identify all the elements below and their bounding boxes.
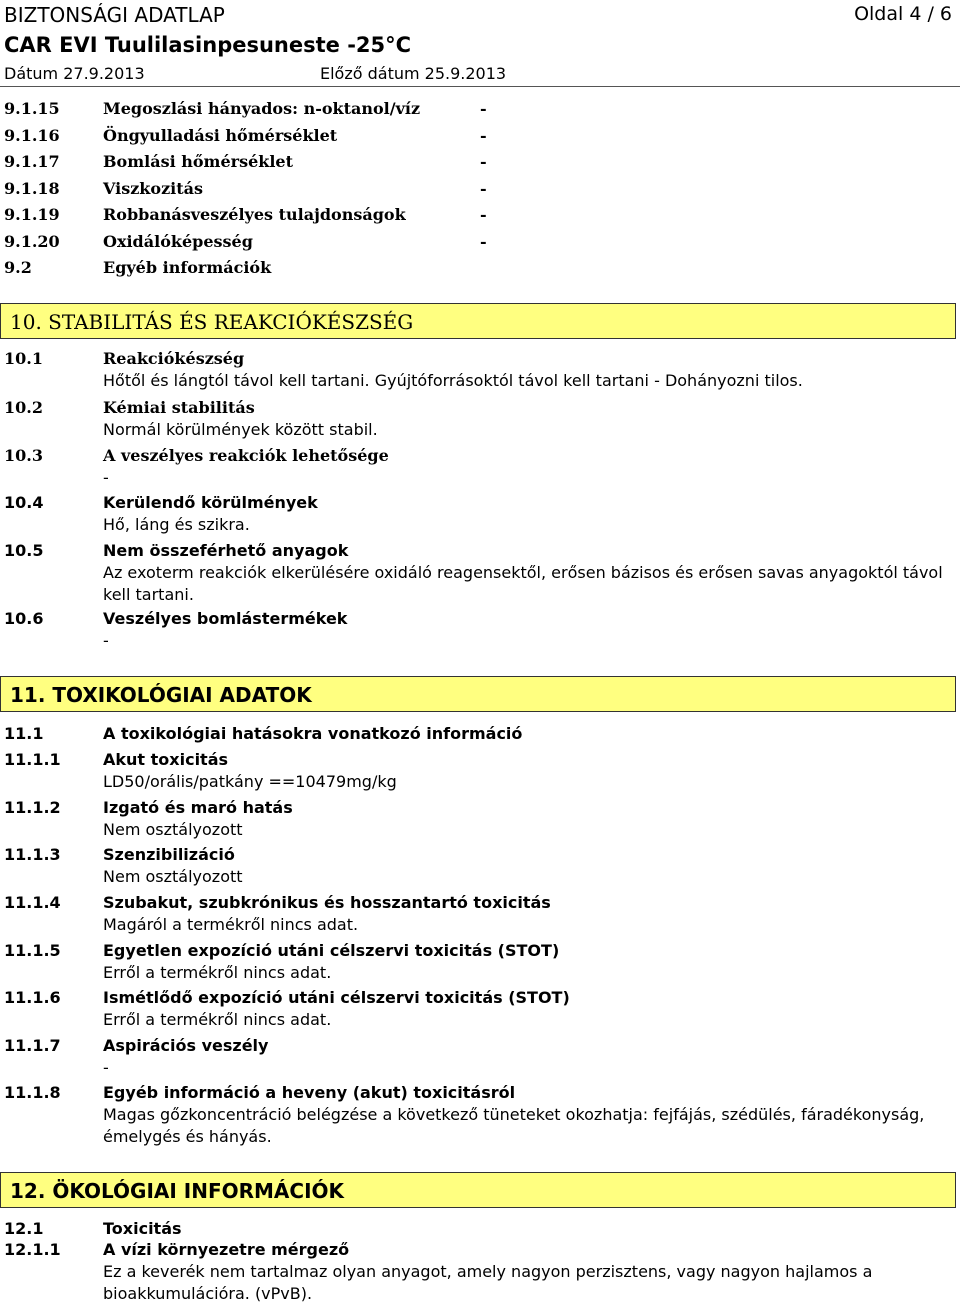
row-number: 9.1.15 [4,99,60,118]
subsection-heading [0,608,960,630]
row-value: - [480,99,487,118]
subsection-number: 10.5 [4,541,44,560]
section-title: 12. ÖKOLÓGIAI INFORMÁCIÓK [10,1179,345,1203]
subsection-heading [0,397,960,419]
subsection-number: 11.1.5 [4,941,61,960]
section-header-11 [0,676,956,712]
document-date: Dátum 27.9.2013 [4,64,145,83]
row-value: - [480,152,487,171]
subsection-label: Egyéb információ a heveny (akut) toxicitásról [103,1083,516,1102]
subsection-number: 10.3 [4,446,43,465]
row-number: 9.2 [4,258,32,277]
subsection-label: Kémiai stabilitás [103,398,255,417]
subsection-heading [0,1218,960,1240]
subsection-text: Normál körülmények között stabil. [103,420,378,439]
subsection-text: Nem osztályozott [103,867,243,886]
property-row [0,204,960,226]
subsection-heading [0,1035,960,1057]
subsection-heading [0,797,960,819]
row-label: Robbanásveszélyes tulajdonságok [103,205,406,224]
subsection-heading [0,723,960,745]
row-number: 9.1.16 [4,126,60,145]
subsection-label: Szenzibilizáció [103,845,235,864]
row-number: 9.1.17 [4,152,60,171]
header-divider [0,86,960,87]
subsection-label: Reakciókészség [103,349,245,368]
subsection-number: 10.6 [4,609,44,628]
row-number: 9.1.19 [4,205,60,224]
subsection-number: 11.1.4 [4,893,61,912]
subsection-label: Nem összeférhető anyagok [103,541,349,560]
subsection-number: 11.1.2 [4,798,61,817]
subsection-text: Hőtől és lángtól távol kell tartani. Gyújtóforrásoktól távol kell tartani - Dohányozni tilos. [103,371,803,390]
subsection-heading [0,844,960,866]
subsection-text: Nem osztályozott [103,820,243,839]
row-label: Viszkozitás [103,179,203,198]
property-row [0,257,960,279]
row-label: Bomlási hőmérséklet [103,152,293,171]
page-indicator: Oldal 4 / 6 [854,3,952,25]
subsection-label: Szubakut, szubkrónikus és hosszantartó toxicitás [103,893,551,912]
subsection-text: Ez a keverék nem tartalmaz olyan anyagot, amely nagyon perzisztens, vagy nagyon hajlamos a bioakkumulációra. (vPvB). [103,1262,873,1303]
property-row [0,178,960,200]
subsection-number: 12.1 [4,1219,44,1238]
subsection-text: - [103,468,109,487]
subsection-heading [0,1239,960,1261]
subsection-text: LD50/orális/patkány ==10479mg/kg [103,772,397,791]
subsection-heading [0,749,960,771]
subsection-label: A veszélyes reakciók lehetősége [103,446,389,465]
section-title: 11. TOXIKOLÓGIAI ADATOK [10,683,312,707]
row-number: 9.1.20 [4,232,60,251]
subsection-text: Erről a termékről nincs adat. [103,963,332,982]
section-title: 10. STABILITÁS ÉS REAKCIÓKÉSZSÉG [10,310,414,334]
product-name: CAR EVI Tuulilasinpesuneste -25°C [4,33,412,57]
subsection-text: - [103,631,109,650]
subsection-number: 11.1.7 [4,1036,61,1055]
subsection-heading [0,892,960,914]
row-value: - [480,126,487,145]
subsection-label: Ismétlődő expozíció utáni célszervi toxicitás (STOT) [103,988,570,1007]
subsection-number: 11.1.8 [4,1083,61,1102]
subsection-text: Magas gőzkoncentráció belégzése a következő tüneteket okozhatja: fejfájás, szédülés, fáradékonyság, émelygés és hányás. [103,1105,925,1146]
subsection-heading [0,940,960,962]
row-value: - [480,232,487,251]
subsection-number: 11.1.3 [4,845,61,864]
row-value: - [480,205,487,224]
property-row [0,98,960,120]
subsection-number: 10.1 [4,349,43,368]
subsection-label: A toxikológiai hatásokra vonatkozó információ [103,724,523,743]
subsection-label: Izgató és maró hatás [103,798,293,817]
subsection-label: Aspirációs veszély [103,1036,269,1055]
subsection-heading [0,987,960,1009]
subsection-heading [0,1082,960,1104]
subsection-number: 10.4 [4,493,44,512]
row-label: Öngyulladási hőmérséklet [103,126,338,145]
subsection-heading [0,445,960,467]
subsection-text: - [103,1058,109,1077]
property-row [0,125,960,147]
document-title: BIZTONSÁGI ADATLAP [4,3,225,27]
subsection-number: 11.1 [4,724,44,743]
subsection-label: Kerülendő körülmények [103,493,318,512]
subsection-text: Erről a termékről nincs adat. [103,1010,332,1029]
subsection-label: Egyetlen expozíció utáni célszervi toxicitás (STOT) [103,941,560,960]
subsection-number: 10.2 [4,398,43,417]
subsection-text: Magáról a termékről nincs adat. [103,915,359,934]
subsection-number: 11.1.6 [4,988,61,1007]
row-value: - [480,179,487,198]
subsection-heading [0,492,960,514]
row-label: Megoszlási hányados: n-oktanol/víz [103,99,421,118]
property-row [0,231,960,253]
previous-date: Előző dátum 25.9.2013 [320,64,507,83]
subsection-heading [0,348,960,370]
subsection-label: Toxicitás [103,1219,182,1238]
subsection-number: 12.1.1 [4,1240,61,1259]
subsection-text: Az exoterm reakciók elkerülésére oxidáló reagensektől, erősen bázisos és erősen savas anyagoktól távol kell tartani. [103,563,943,604]
subsection-label: A vízi környezetre mérgező [103,1240,350,1259]
subsection-label: Akut toxicitás [103,750,229,769]
row-label: Oxidálóképesség [103,232,253,251]
row-label: Egyéb információk [103,258,272,277]
section-header-10 [0,303,956,339]
subsection-label: Veszélyes bomlástermékek [103,609,348,628]
section-header-12 [0,1172,956,1208]
subsection-number: 11.1.1 [4,750,61,769]
subsection-text: Hő, láng és szikra. [103,515,250,534]
row-number: 9.1.18 [4,179,60,198]
property-row [0,151,960,173]
subsection-heading [0,540,960,562]
